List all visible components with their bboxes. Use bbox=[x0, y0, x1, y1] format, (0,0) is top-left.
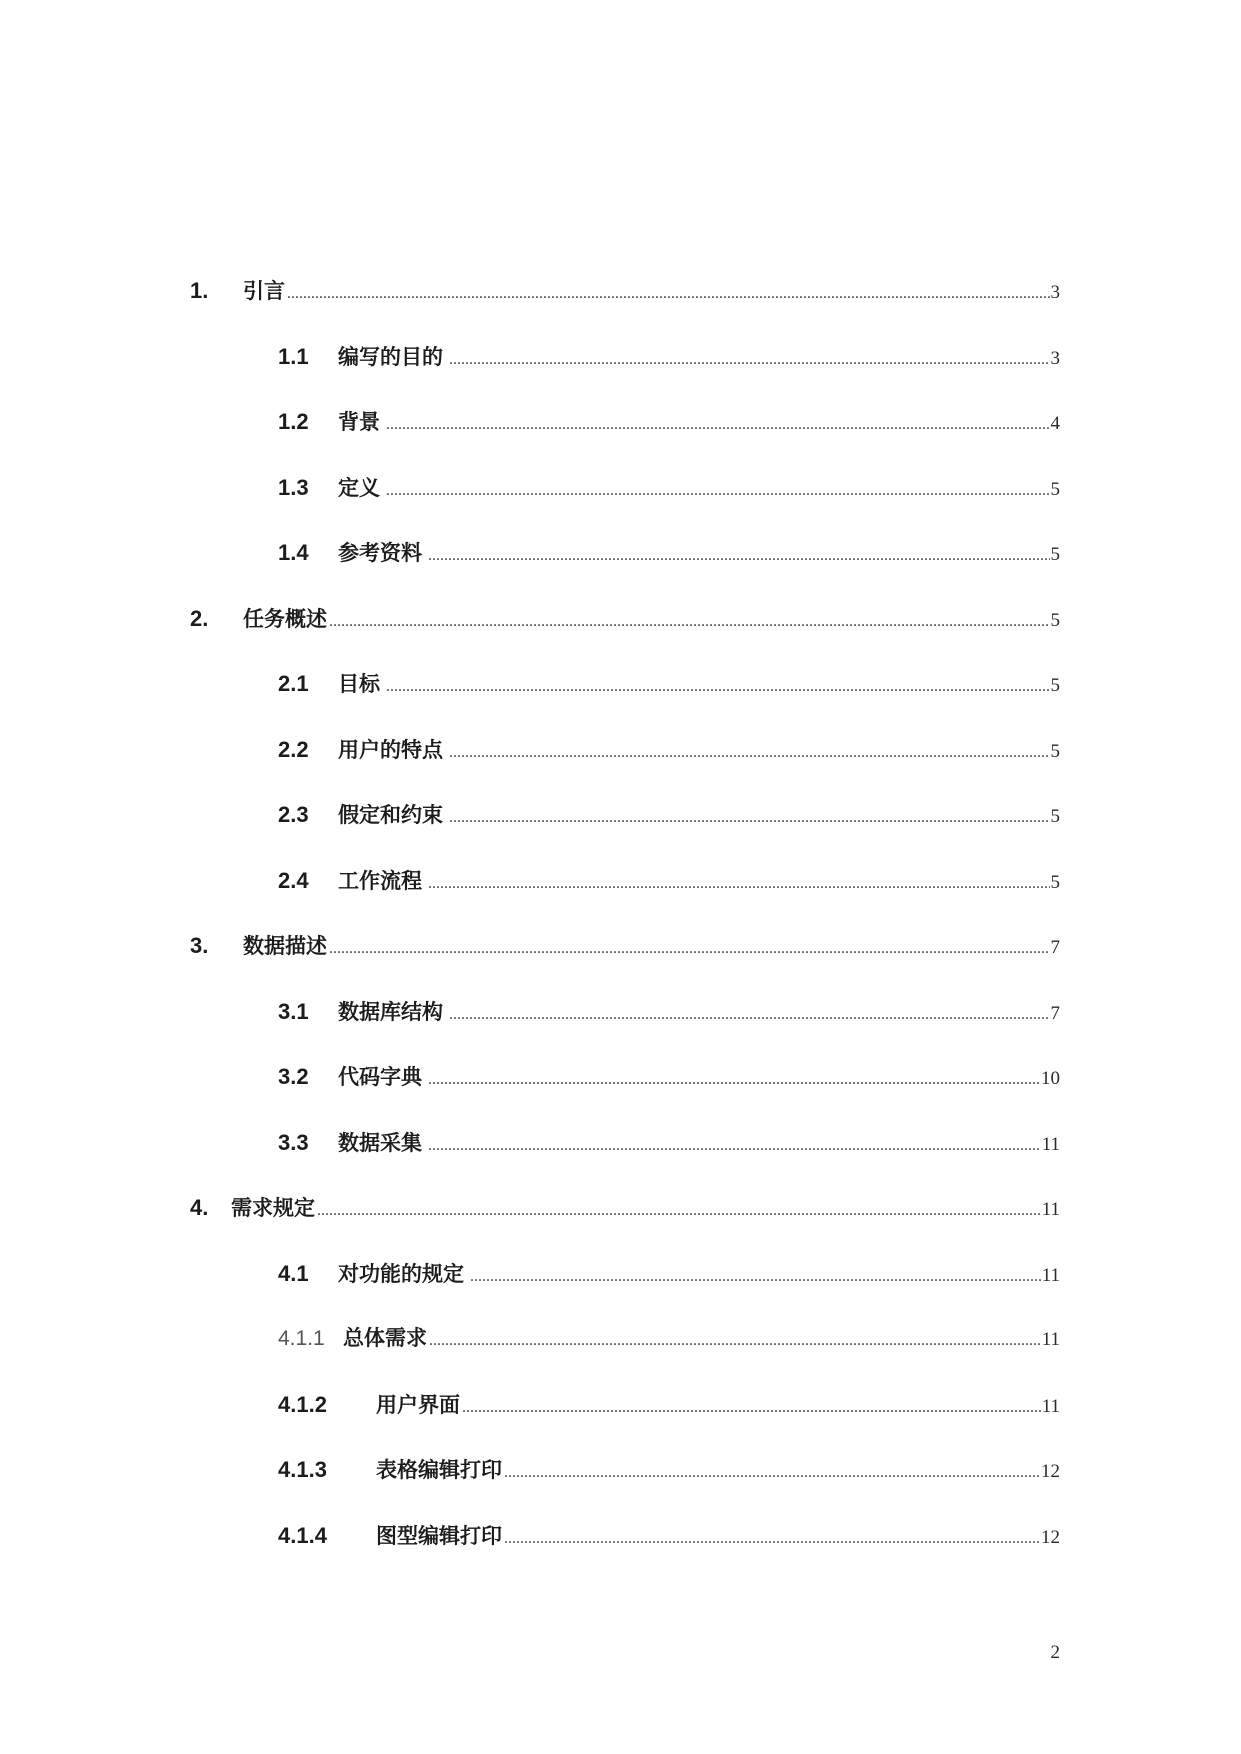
toc-entry[interactable] bbox=[0, 586, 1060, 652]
toc-entry[interactable] bbox=[0, 520, 1060, 586]
toc-entry-page: 11 bbox=[1041, 1199, 1060, 1220]
toc-entry[interactable] bbox=[0, 1437, 1060, 1503]
toc-entry-page: 11 bbox=[1041, 1133, 1060, 1155]
footer-page-number: 2 bbox=[1050, 1642, 1060, 1663]
toc-entry-page: 7 bbox=[1050, 1002, 1060, 1024]
toc-entry-page: 5 bbox=[1050, 478, 1060, 500]
toc-entry[interactable] bbox=[0, 1110, 1060, 1176]
toc-entry-page: 4 bbox=[1050, 413, 1060, 434]
dot-leader bbox=[428, 851, 1050, 917]
toc-entry-page: 5 bbox=[1050, 609, 1060, 631]
toc-entry-page: 5 bbox=[1050, 871, 1060, 893]
toc-entry-number: 1.2 bbox=[278, 409, 309, 434]
toc-entry-number: 3.3 bbox=[278, 1129, 309, 1155]
toc-entry-page: 3 bbox=[1050, 282, 1060, 303]
toc-entry[interactable] bbox=[0, 1372, 1060, 1438]
dot-leader bbox=[329, 916, 1050, 982]
toc-entry[interactable] bbox=[0, 1175, 1060, 1241]
toc-entry-number: 1.3 bbox=[278, 474, 309, 500]
dot-leader bbox=[317, 1178, 1041, 1244]
toc-entry-number: 1. bbox=[190, 278, 209, 303]
dot-leader bbox=[449, 327, 1050, 393]
dot-leader bbox=[449, 982, 1050, 1048]
dot-leader bbox=[428, 1113, 1041, 1179]
toc-entry-number: 4.1.4 bbox=[278, 1522, 327, 1548]
toc-entry-number: 4.1.1 bbox=[278, 1327, 325, 1350]
toc-entry-title: 用户的特点 bbox=[338, 737, 443, 762]
toc-entry-title: 表格编辑打印 bbox=[376, 1458, 502, 1482]
dot-leader bbox=[386, 392, 1050, 458]
toc-entry-number: 2.2 bbox=[278, 736, 309, 762]
toc-entry-title: 用户界面 bbox=[376, 1392, 460, 1417]
toc-entry-page: 5 bbox=[1050, 544, 1060, 565]
toc-entry[interactable] bbox=[0, 1306, 1060, 1372]
toc-entry-title: 假定和约束 bbox=[338, 803, 443, 827]
toc-entry-number: 3.1 bbox=[278, 998, 309, 1024]
toc-entry-title: 背景 bbox=[338, 410, 380, 434]
dot-leader bbox=[386, 654, 1050, 720]
table-of-contents bbox=[0, 258, 1060, 1568]
toc-entry-title: 总体需求 bbox=[343, 1326, 427, 1350]
toc-entry[interactable] bbox=[0, 1241, 1060, 1307]
dot-leader bbox=[287, 261, 1050, 327]
toc-entry-page: 5 bbox=[1050, 740, 1060, 762]
dot-leader bbox=[504, 1440, 1040, 1506]
toc-entry[interactable] bbox=[0, 324, 1060, 390]
toc-entry[interactable] bbox=[0, 455, 1060, 521]
toc-entry-page: 11 bbox=[1041, 1395, 1060, 1417]
toc-entry-page: 11 bbox=[1041, 1264, 1060, 1286]
toc-entry-title: 参考资料 bbox=[338, 541, 422, 565]
toc-entry-number: 4.1 bbox=[278, 1260, 309, 1286]
dot-leader bbox=[470, 1244, 1041, 1310]
toc-entry-number: 2.4 bbox=[278, 867, 309, 893]
toc-entry-number: 3. bbox=[190, 933, 209, 958]
toc-entry-page: 3 bbox=[1050, 347, 1060, 369]
toc-entry[interactable] bbox=[0, 651, 1060, 717]
toc-entry[interactable] bbox=[0, 913, 1060, 979]
toc-entry-number: 4. bbox=[190, 1195, 209, 1220]
toc-entry-page: 11 bbox=[1041, 1329, 1060, 1350]
toc-entry-title: 编写的目的 bbox=[338, 344, 443, 369]
toc-entry-page: 7 bbox=[1050, 937, 1060, 958]
toc-entry-title: 引言 bbox=[243, 279, 285, 303]
dot-leader bbox=[449, 720, 1050, 786]
toc-entry-page: 5 bbox=[1050, 675, 1060, 696]
dot-leader bbox=[329, 589, 1050, 655]
toc-entry-number: 4.1.2 bbox=[278, 1391, 327, 1417]
toc-entry-page: 12 bbox=[1041, 1461, 1060, 1482]
toc-entry-number: 2.3 bbox=[278, 802, 309, 827]
toc-entry-number: 2. bbox=[190, 605, 209, 631]
dot-leader bbox=[428, 523, 1050, 589]
toc-entry[interactable] bbox=[0, 979, 1060, 1045]
toc-entry-number: 2.1 bbox=[278, 671, 309, 696]
toc-entry-title: 代码字典 bbox=[338, 1065, 422, 1089]
toc-entry-title: 数据描述 bbox=[243, 934, 327, 958]
toc-entry[interactable] bbox=[0, 389, 1060, 455]
toc-entry-number: 3.2 bbox=[278, 1064, 309, 1089]
dot-leader bbox=[386, 458, 1050, 524]
toc-entry[interactable] bbox=[0, 1044, 1060, 1110]
toc-entry-page: 10 bbox=[1041, 1068, 1060, 1089]
toc-entry[interactable] bbox=[0, 782, 1060, 848]
dot-leader bbox=[429, 1308, 1041, 1374]
dot-leader bbox=[504, 1506, 1040, 1572]
toc-entry-title: 图型编辑打印 bbox=[376, 1523, 502, 1548]
toc-entry-title: 数据采集 bbox=[338, 1130, 422, 1155]
toc-entry-title: 对功能的规定 bbox=[338, 1261, 464, 1286]
toc-entry-title: 需求规定 bbox=[231, 1196, 315, 1220]
toc-entry-title: 目标 bbox=[338, 672, 380, 696]
toc-entry-title: 任务概述 bbox=[243, 606, 327, 631]
toc-entry[interactable] bbox=[0, 717, 1060, 783]
dot-leader bbox=[449, 785, 1050, 851]
toc-entry-title: 数据库结构 bbox=[338, 999, 443, 1024]
toc-entry-number: 1.1 bbox=[278, 343, 309, 369]
toc-entry[interactable] bbox=[0, 1503, 1060, 1569]
toc-entry-page: 5 bbox=[1050, 806, 1060, 827]
dot-leader bbox=[428, 1047, 1040, 1113]
toc-entry[interactable] bbox=[0, 258, 1060, 324]
toc-entry-number: 4.1.3 bbox=[278, 1457, 327, 1482]
toc-entry-title: 定义 bbox=[338, 475, 380, 500]
toc-entry-number: 1.4 bbox=[278, 540, 309, 565]
toc-entry-title: 工作流程 bbox=[338, 868, 422, 893]
dot-leader bbox=[462, 1375, 1041, 1441]
toc-entry-page: 12 bbox=[1041, 1526, 1060, 1548]
toc-entry[interactable] bbox=[0, 848, 1060, 914]
